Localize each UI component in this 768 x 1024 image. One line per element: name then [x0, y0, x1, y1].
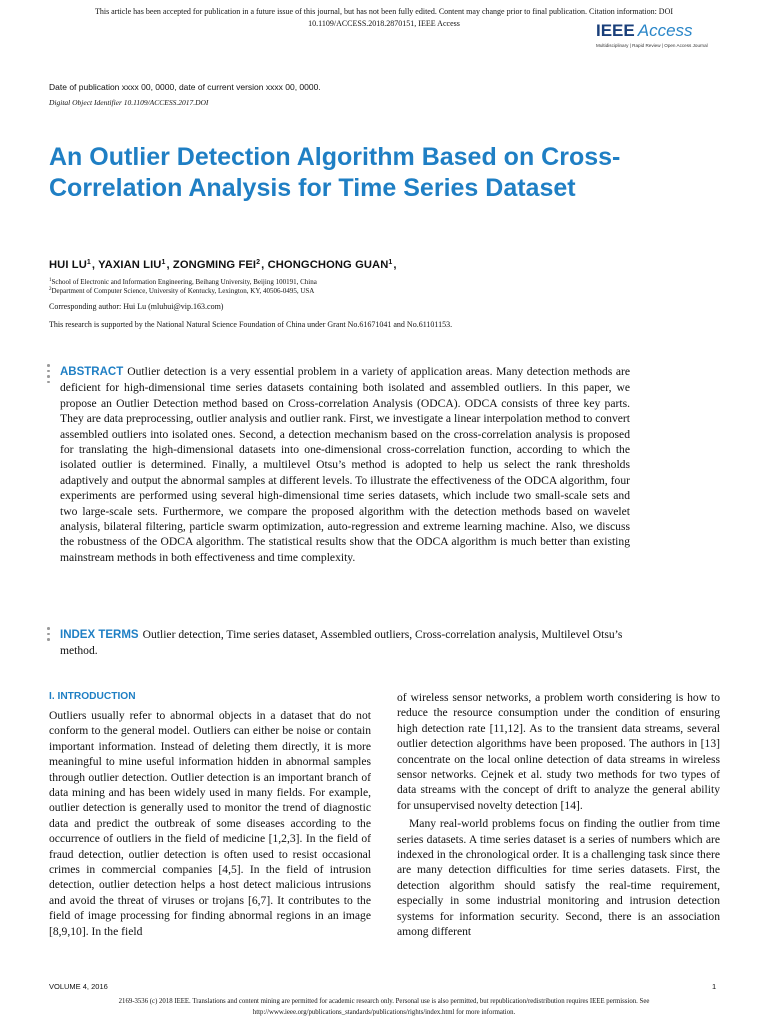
body-column-right: [397, 690, 720, 940]
copyright-line1: 2169-3536 (c) 2018 IEEE. Translations and content mining are permitted for academic research only. Personal use is also permitted, but republication/redistribution requires IEEE permission. See: [118, 998, 650, 1005]
body-paragraph: Many real-world problems focus on finding the outlier from time series datasets. A time series dataset is a series of numbers which are indexed in the chronological order. It is a challenging task since there are many detection difficulties for time series datasets. First, the detection algorithm should satisfy the real-time requirement, especially in some industrial monitoring and intrusion detection systems for information security. Second, there is an association among different: [397, 817, 720, 939]
logo-access-text: Access: [637, 21, 693, 40]
affiliation: $^1$School of Electronic and Information Engineering, Beihang University, Beijing 100191, China: [49, 278, 317, 286]
index-terms-marker-dots: [47, 627, 52, 644]
publication-date: Date of publication xxxx 00, 0000, date of current version xxxx 00, 0000.: [49, 82, 321, 92]
affiliation: $^2$Department of Computer Science, University of Kentucky, Lexington, KY, 40506-0495, USA: [49, 287, 315, 295]
abstract-marker-dots: [47, 364, 52, 386]
logo-tagline: Multidisciplinary | Rapid Review | Open Access Journal: [596, 43, 708, 48]
journal-notice-line2: 10.1109/ACCESS.2018.2870151, IEEE Access: [308, 18, 460, 28]
page-number: 1: [712, 982, 717, 991]
abstract: [60, 364, 630, 565]
journal-notice-line1: This article has been accepted for publication in a future issue of this journal, but has not been fully edited. Content may change prior to final publication. Citation information: DOI: [94, 7, 674, 16]
body-column-left: Outliers usually refer to abnormal objects in a dataset that do not conform to the general model. Outliers can either be noise or contain important information. Instead of deleting them directly, it is more meaningful to mine useful information hidden in abnormal samples through outlier detection. Outlier detection is an important branch of data mining and has been widely used in many fields. For example, outlier detection is generally used to monitor the trend of diagnostic data and predict the outbreak of some diseases according to the occurrence of outliers in the field of medicine [1,2,3]. In the field of fraud detection, outlier detection is often used to resist occasional crimes in commercial companies [4,5]. In the field of intrusion detection, outlier detection helps a host detect malicious intrusions and avoid the threat of viruses or trojans [6,7]. It contributes to the field of image processing for finding abnormal regions in an image [8,9,10]. In the field: [49, 709, 371, 938]
digital-object-identifier: Digital Object Identifier 10.1109/ACCESS.2017.DOI: [49, 98, 209, 107]
copyright-notice: [20, 996, 748, 1018]
abstract-label: ABSTRACT: [60, 366, 124, 378]
author: HUI $LU^1$: [49, 259, 91, 271]
funding-statement: This research is supported by the National Natural Science Foundation of China under Grant No.61671041 and No.61101153.: [49, 320, 453, 329]
index-terms-label: INDEX TERMS: [60, 629, 139, 641]
author: ZONGMING FEI$^2$: [172, 259, 261, 271]
section-heading-introduction: I. INTRODUCTION: [49, 691, 136, 702]
index-terms-text: Outlier detection, Time series dataset, Assembled outliers, Cross-correlation analysis, Multilevel Otsu’s method.: [60, 628, 623, 658]
volume-label: VOLUME 4, 2016: [49, 982, 108, 991]
body-paragraph: of wireless sensor networks, a problem worth considering is how to reduce the resource consumption under the condition of ensuring high detection rate [11,12]. As to the transient data streams, several outlier detection algorithms have been proposed. The authors in [13] concentrate on the local online detection of data streams in wireless sensor networks. Cejnek et al. study two methods for two types of data streams with the concept of drift to analyze the general ability for unsupervised novelty detection [14].: [397, 691, 720, 812]
abstract-text: Outlier detection is a very essential problem in a variety of application areas. Many detection methods are deficient for high-dimensional time series datasets containing both isolated and assembled outliers. In this paper, we propose an Outlier Detection method based on Cross-correlation Analysis (ODCA). ODCA consists of three key parts. They are data preprocessing, outlier analysis and outlier rank. First, we investigate a linear interpolation method to convert assembled outliers into isolated ones. Second, a detection mechanism based on the cross-correlation analysis is proposed for translating the high-dimensional datasets into one-dimensional cross-correlation function, according to which the isolated outlier is determined. Finally, a multilevel Otsu’s method is adopted to help us select the rank thresholds adaptively and output the abnormal samples at different levels. To illustrate the effectiveness of the ODCA algorithm, four experiments are performed using several high-dimensional time series datasets, which include two small-scale sets and two large-scale sets. Furthermore, we compare the proposed algorithm with the detection methods based on wavelet analysis, bilateral filtering, particle swarm optimization, auto-regression and extreme learning machine. Also, we discuss the robustness of the ODCA algorithm. The statistical results show that the ODCA algorithm is much better than existing mainstream methods in both effectiveness and time complexity.: [60, 365, 630, 564]
ieee-access-logo: [596, 22, 736, 56]
author-list: HUI $LU^1$, YAXIAN LIU$^1$, ZONGMING FEI$^2$, CHONGCHONG GUAN$^1$,: [49, 259, 397, 271]
corresponding-author: Corresponding author: Hui Lu (mluhui@vip.163.com): [49, 302, 224, 311]
paper-title: An Outlier Detection Algorithm Based on Cross-Correlation Analysis for Time Series Dataset: [49, 143, 621, 202]
copyright-line2: http://www.ieee.org/publications_standards/publications/rights/index.html for more information.: [252, 1009, 516, 1016]
index-terms: [60, 627, 630, 659]
author: CHONGCHONG GUAN$^1$: [267, 259, 393, 271]
logo-wordmark: [596, 22, 736, 40]
logo-ieee-text: IEEE: [596, 21, 635, 40]
author: YAXIAN LIU$^1$: [98, 259, 166, 271]
